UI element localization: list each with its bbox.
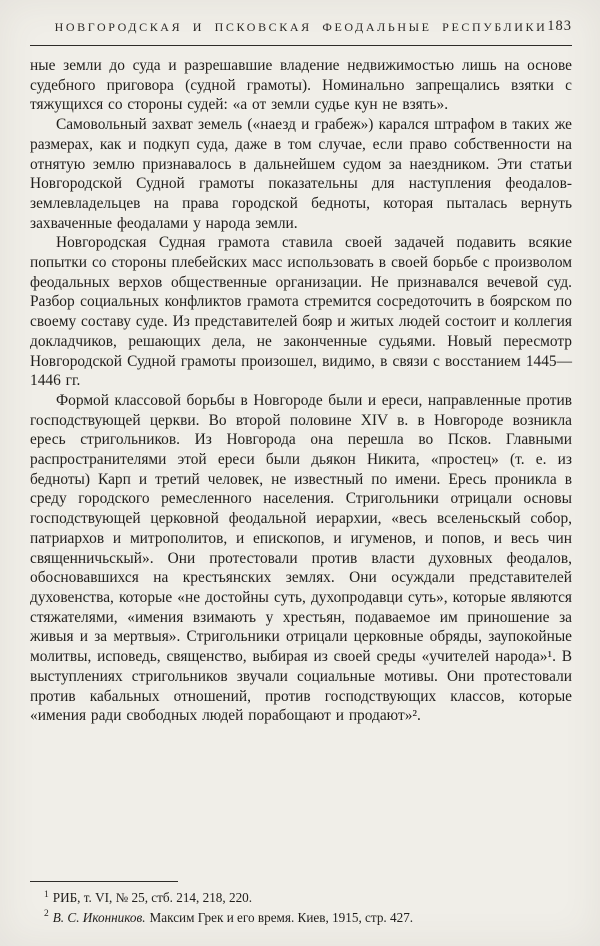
header-rule [30, 45, 572, 46]
footnote-1 [30, 889, 572, 907]
footnote-text: РИБ, т. VI, № 25, стб. 214, 218, 220. [52, 890, 253, 905]
footnote-text: Максим Грек и его время. Киев, 1915, стр. 427. [149, 909, 414, 925]
paragraph-4: Формой классовой борьбы в Новгороде были и ереси, направленные против господствующей церкви. Во второй половине XIV в. в Новгороде возникла ересь стригольников. Из Новгорода она перешла во Псков. Главными распространителями этой ереси были дьякон Никита, «простец» (т. е. из бедноты) Карп и третий человек, не известный по имени. Ересь проникла в среду городского ремесленного населения. Стригольники отрицали основы господствующей церковной феодальной иерархии, «весь вселеньскый собор, патриархов и митрополитов, и епископов, и игуменов, и попов, и весь чин священничьскый». Они протестовали против власти духовных феодалов, обосновавшихся на крестьянских землях. Они осуждали представителей духовенства, которые «не достойны суть, духопродавци суть», которые являются стяжателями, «имения взимають у хрестьян, подаваемое им приношение за живыя и за мертвыя». Стригольники отрицали церковные обряды, заупокойные молитвы, исповедь, священство, выбирая из своей среды «учителей народа»¹. В выступлениях стригольников звучали социальные мотивы. Они протестовали против кабальных отношений, против господствующих классов, которые «имения ради свободных людей порабощают и продают»². [30, 391, 572, 725]
page-header [30, 16, 572, 38]
footnote-marker: 2 [44, 909, 49, 920]
paragraph-2: Самовольный захват земель («наезд и грабеж») карался штрафом в таких же размерах, как и подкуп суда, даже в том случае, если право собственности на отнятую землю признавалось в дальнейшем судом за наездником. Эти статьи Новгородской Судной грамоты показательны для наступления феодалов-землевладельцев на права городской бедноты, которая пыталась вернуть захваченные феодалами у народа земли. [30, 116, 572, 232]
body-text [30, 56, 572, 871]
page-number: 183 [547, 18, 572, 34]
footnote-2 [30, 909, 572, 927]
paragraph-1: ные земли до суда и разрешавшие владение недвижимостью лишь на основе судебного приговора (судной грамоты). Номинально запрещались взятки с тяжущихся со стороны судей: «а от земли судье кун не взять». [30, 57, 572, 114]
footnote-marker: 1 [44, 889, 49, 900]
footnote-rule [30, 881, 178, 882]
running-title: НОВГОРОДСКАЯ И ПСКОВСКАЯ ФЕОДАЛЬНЫЕ РЕСПУБЛИКИ [54, 20, 548, 34]
footnotes [30, 871, 572, 928]
paragraph-3: Новгородская Судная грамота ставила своей задачей подавить всякие попытки со стороны плебейских масс использовать в своей борьбе с произволом феодальных верхов общественные организации. Не признавался вечевой суд. Разбор социальных конфликтов грамота стремится сосредоточить в боярском по своему составу суде. Из представителей бояр и житых людей состоит и коллегия докладчиков, решающих дела, не законченные судьями. Новый пересмотр Новгородской Судной грамоты произошел, видимо, в связи с восстанием 1445—1446 гг. [30, 234, 572, 390]
footnote-author: В. С. Иконников. [52, 909, 146, 925]
